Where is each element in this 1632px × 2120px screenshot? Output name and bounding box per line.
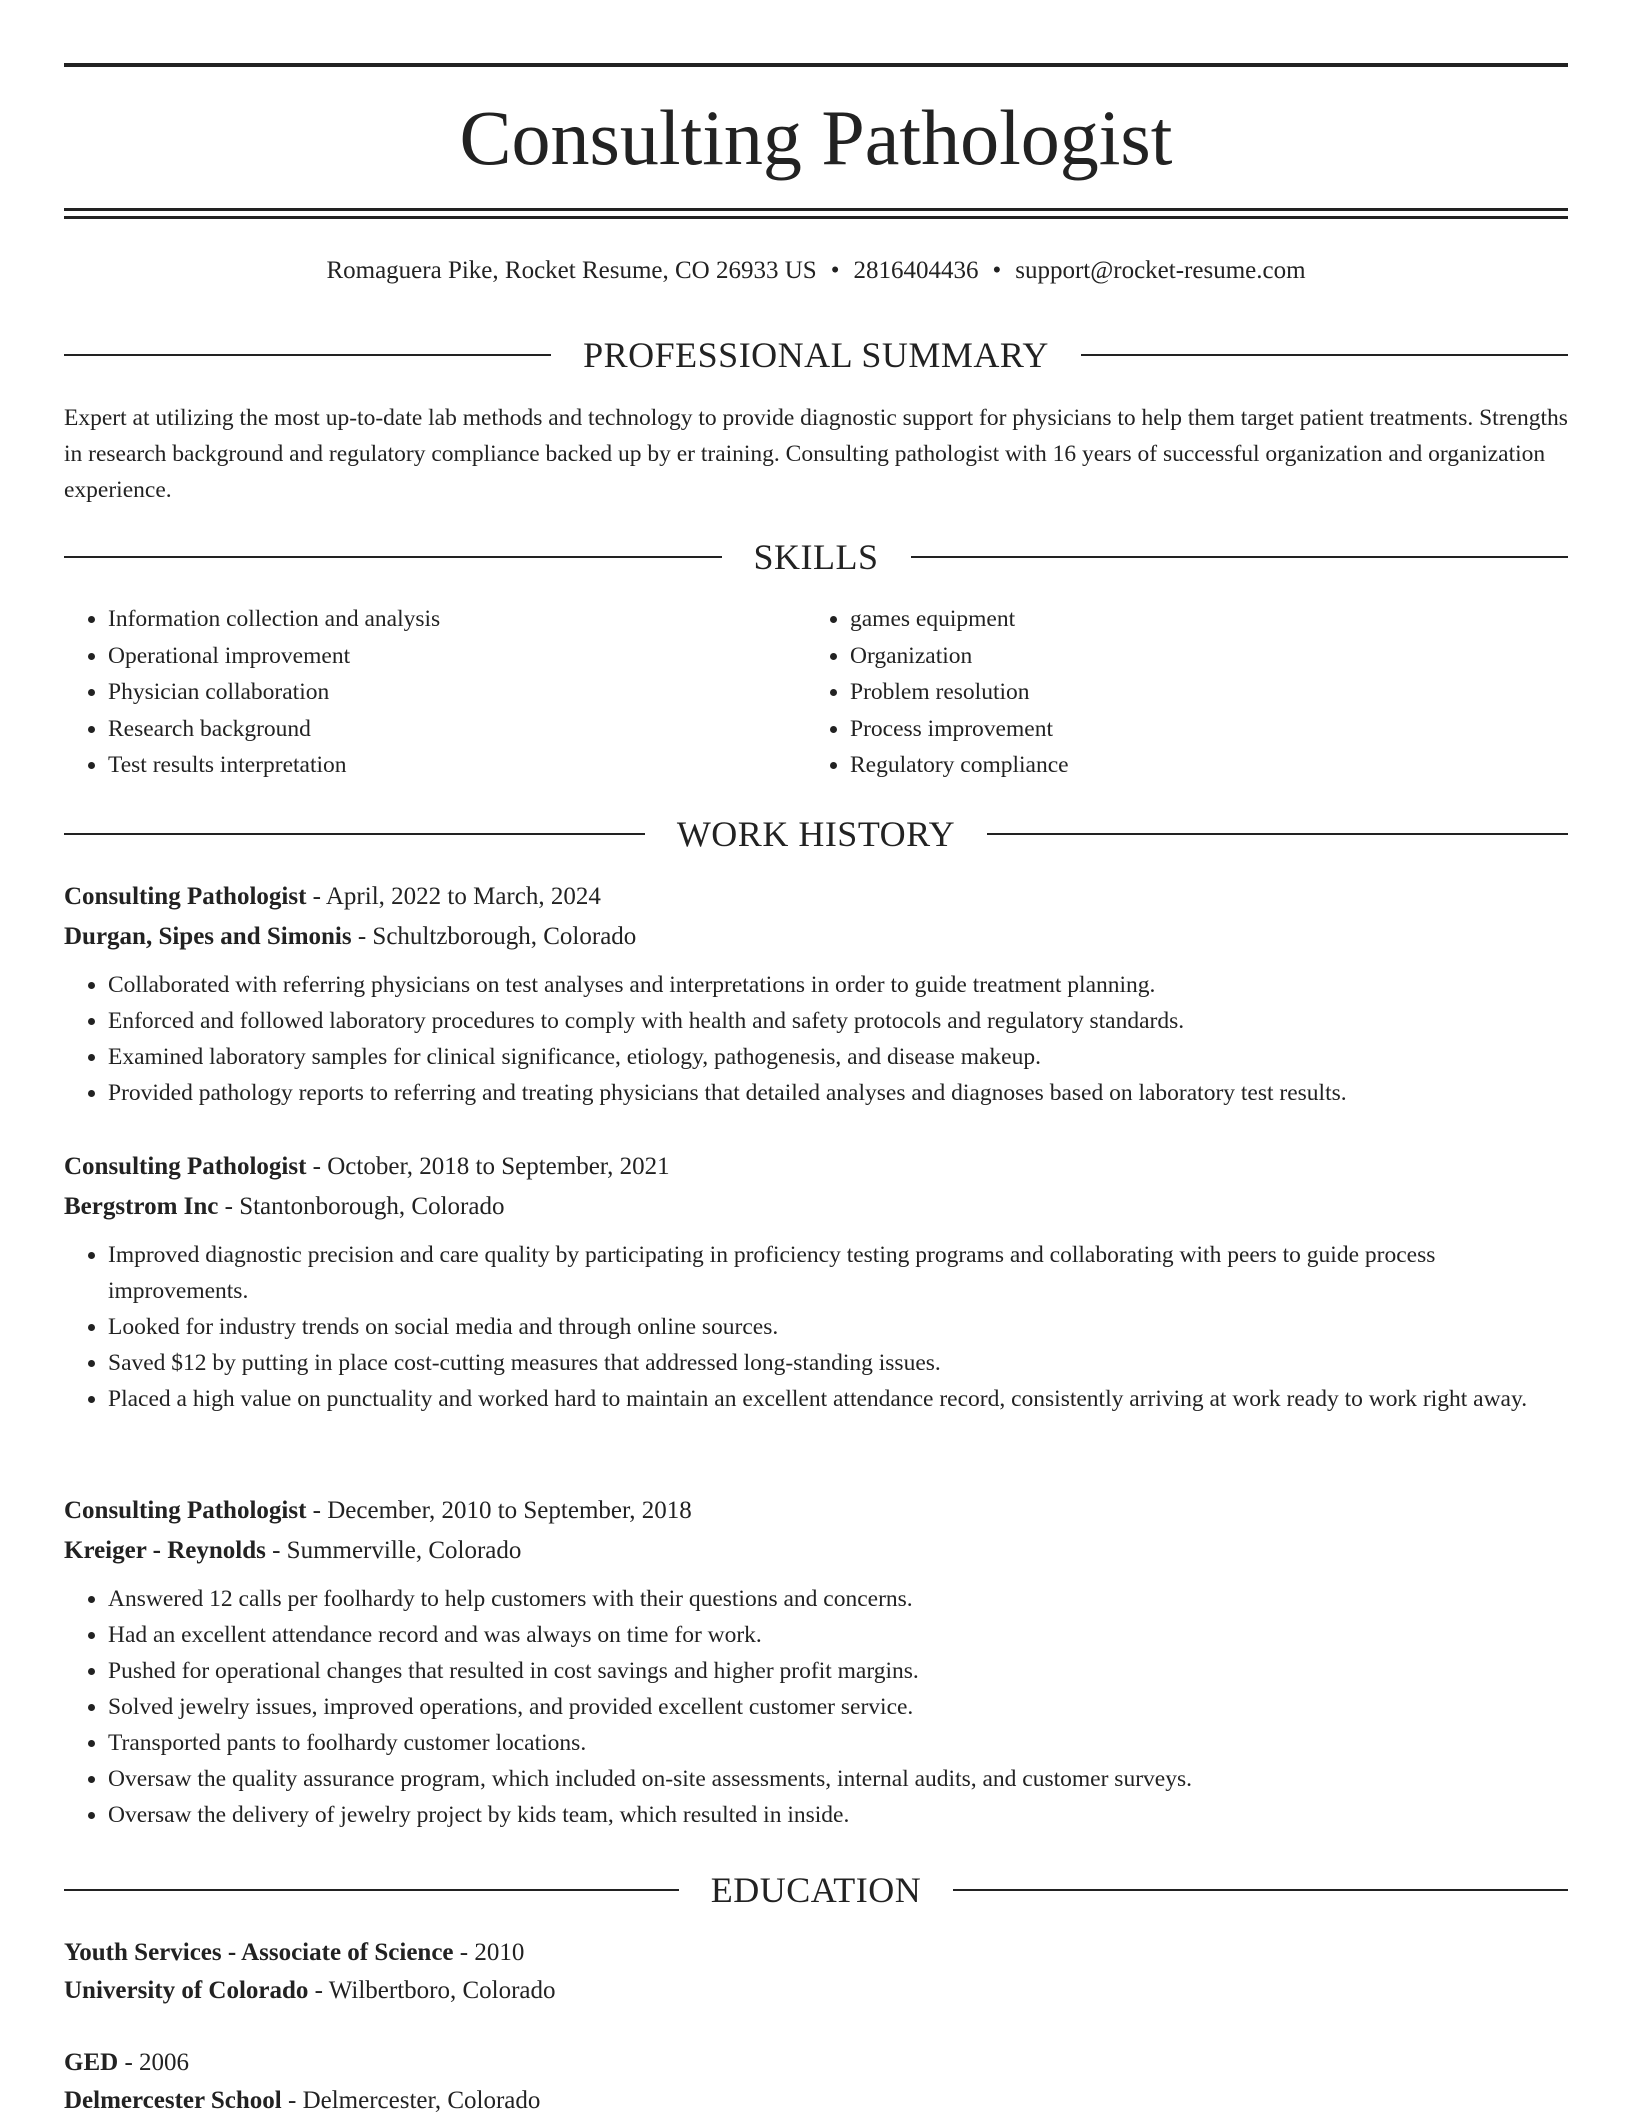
job-entry [64,877,1568,1111]
job-location: - Schultzborough, Colorado [351,923,637,950]
skill-item: • Physician collaboration [108,674,806,711]
heading-rule-left [64,354,551,356]
job-title: Consulting Pathologist [64,883,307,910]
job-bullet: • Looked for industry trends on social media and through online sources. [108,1309,1568,1345]
skill-item: • Regulatory compliance [850,747,1548,784]
heading-rule-left [64,833,645,835]
job-company: Bergstrom Inc [64,1193,219,1220]
section-heading-work [64,812,1568,856]
education-school-line [64,2082,1568,2120]
education-year: - 2006 [118,2049,190,2076]
heading-rule-right [953,1889,1568,1891]
job-bullet: • Examined laboratory samples for clinical significance, etiology, pathogenesis, and disease makeup. [108,1039,1568,1075]
education-degree: GED [64,2049,119,2076]
skill-item: • Organization [850,638,1548,675]
job-bullets [64,1237,1568,1417]
job-company-line [64,1187,1568,1227]
job-bullet: • Saved $12 by putting in place cost-cutting measures that addressed long-standing issues. [108,1345,1568,1381]
job-bullet: • Improved diagnostic precision and care quality by participating in proficiency testing programs and collaborating with peers to guide process improvements. [108,1237,1568,1309]
job-bullet: • Oversaw the quality assurance program, which included on-site assessments, internal audits, and customer surveys. [108,1761,1568,1797]
section-heading-skills [64,535,1568,579]
section-title: SKILLS [753,537,879,577]
job-location: - Stantonborough, Colorado [218,1193,505,1220]
education-location: - Wilbertboro, Colorado [308,1977,556,2004]
job-company: Kreiger - Reynolds [64,1537,266,1564]
job-bullet: • Solved jewelry issues, improved operations, and provided excellent customer service. [108,1689,1568,1725]
contact-phone: 2816404436 [853,257,979,284]
contact-line [64,254,1568,288]
job-title: Consulting Pathologist [64,1153,307,1180]
education-location: - Delmercester, Colorado [281,2087,541,2114]
job-entry [64,1147,1568,1417]
job-bullet: • Enforced and followed laboratory procedures to comply with health and safety protocols and regulatory standards. [108,1003,1568,1039]
job-company-line [64,917,1568,957]
page-title: Consulting Pathologist [459,94,1173,181]
job-bullet: • Provided pathology reports to referring and treating physicians that detailed analyses and diagnoses based on laboratory test results. [108,1075,1568,1111]
skills-column-left [64,601,806,784]
summary-text: Expert at utilizing the most up-to-date lab methods and technology to provide diagnostic support for physicians to help them target patient treatments. Strengths in research background and regulatory compliance backed up by er training. Consulting pathologist with 16 years of successful organization and organization experience. [64,405,1568,503]
top-rule [64,63,1568,67]
contact-email: support@rocket-resume.com [1015,257,1306,284]
education-school: Delmercester School [64,2087,282,2114]
section-heading-education [64,1868,1568,1912]
job-bullets [64,967,1568,1111]
job-title-line [64,877,1568,917]
skill-item: • Operational improvement [108,638,806,675]
section-title: WORK HISTORY [676,814,956,854]
title-rule-upper [64,208,1568,211]
skill-item: • Test results interpretation [108,747,806,784]
education-degree: Youth Services - Associate of Science [64,1939,454,1966]
skills-column-right [806,601,1548,784]
education-degree-line [64,2044,1568,2082]
education-school: University of Colorado [64,1977,309,2004]
job-dates: - December, 2010 to September, 2018 [306,1497,692,1524]
job-bullet: • Answered 12 calls per foolhardy to help customers with their questions and concerns. [108,1581,1568,1617]
education-school-line [64,1972,1568,2010]
skill-item: • games equipment [850,601,1548,638]
job-dates: - October, 2018 to September, 2021 [306,1153,670,1180]
section-title: PROFESSIONAL SUMMARY [583,335,1049,375]
job-bullet: • Had an excellent attendance record and was always on time for work. [108,1617,1568,1653]
job-bullet: • Pushed for operational changes that resulted in cost savings and higher profit margins. [108,1653,1568,1689]
section-heading-summary [64,333,1568,377]
education-entry [64,2044,1568,2120]
education-entry [64,1934,1568,2010]
skill-item: • Problem resolution [850,674,1548,711]
education-degree-line [64,1934,1568,1972]
heading-rule-left [64,1889,679,1891]
contact-separator: • [830,257,840,284]
job-title-line [64,1491,1568,1531]
contact-separator: • [992,257,1002,284]
job-bullet: • Oversaw the delivery of jewelry project by kids team, which resulted in inside. [108,1797,1568,1833]
job-bullet: • Collaborated with referring physicians on test analyses and interpretations in order to guide treatment planning. [108,967,1568,1003]
skill-item: • Research background [108,711,806,748]
job-title: Consulting Pathologist [64,1497,307,1524]
job-bullet: • Placed a high value on punctuality and worked hard to maintain an excellent attendance record, consistently arriving at work ready to work right away. [108,1381,1568,1417]
job-company: Durgan, Sipes and Simonis [64,923,352,950]
heading-rule-right [987,833,1568,835]
heading-rule-left [64,556,722,558]
job-dates: - April, 2022 to March, 2024 [306,883,601,910]
education-year: - 2010 [453,1939,525,1966]
heading-rule-right [1081,354,1568,356]
skills-list [64,601,1568,784]
title-rule-lower [64,216,1568,219]
job-bullets [64,1581,1568,1833]
section-title: EDUCATION [710,1870,922,1910]
job-entry [64,1491,1568,1833]
heading-rule-right [911,556,1569,558]
job-location: - Summerville, Colorado [265,1537,522,1564]
job-company-line [64,1531,1568,1571]
skill-item: • Information collection and analysis [108,601,806,638]
job-bullet: • Transported pants to foolhardy customer locations. [108,1725,1568,1761]
contact-address: Romaguera Pike, Rocket Resume, CO 26933 US [326,257,817,284]
skill-item: • Process improvement [850,711,1548,748]
job-title-line [64,1147,1568,1187]
